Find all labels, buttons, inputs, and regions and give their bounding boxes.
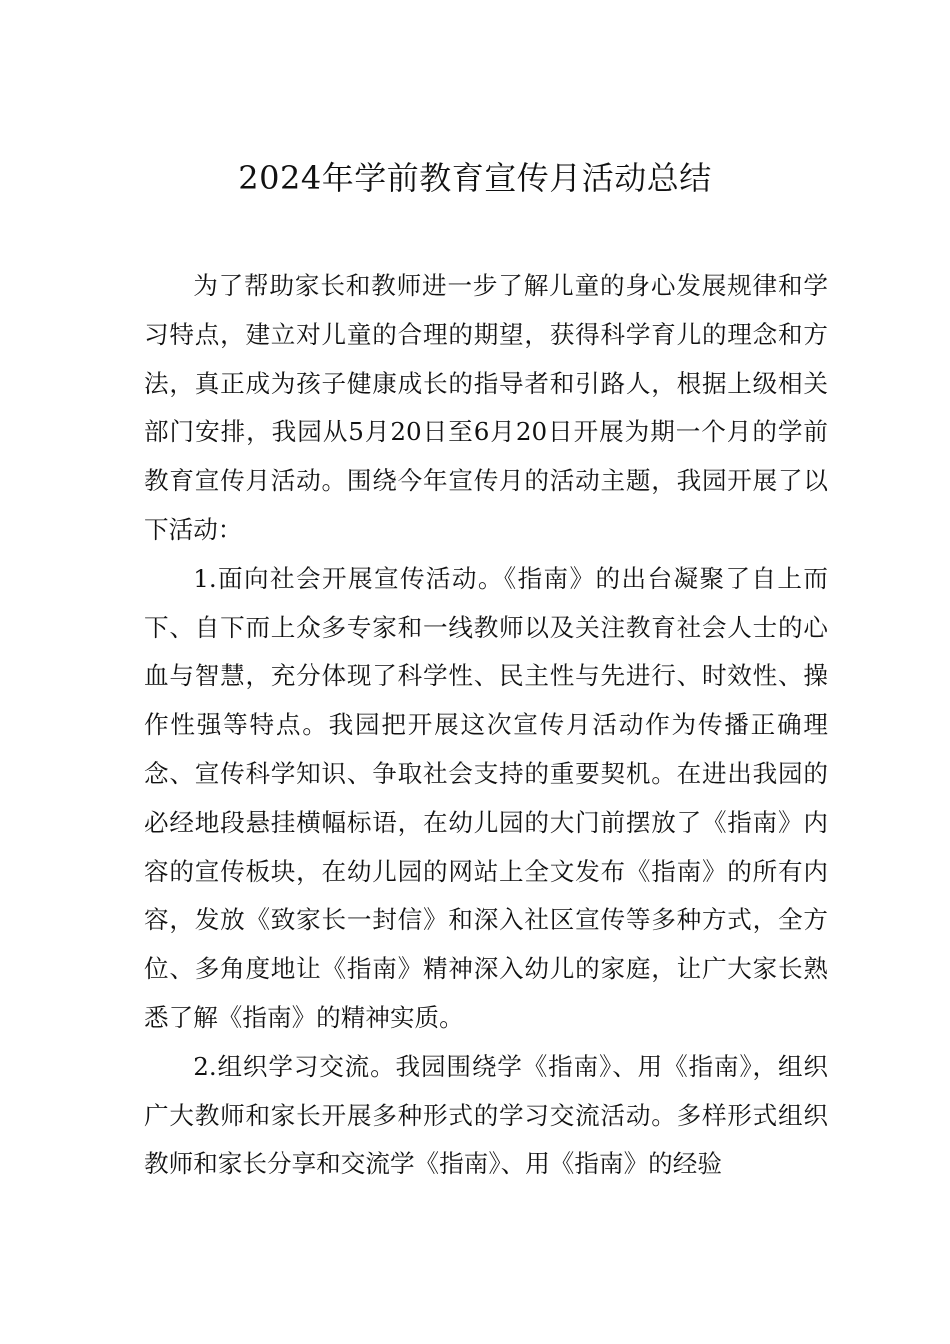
- document-title: 2024年学前教育宣传月活动总结: [238, 159, 712, 197]
- paragraph-study-exchange: 2.组织学习交流。我园围绕学《指南》、用《指南》，组织广大教师和家长开展多种形式的学习交流活动。多样形式组织教师和家长分享和交流学《指南》、用《指南》的经验: [144, 1051, 828, 1179]
- paragraph-intro: 为了帮助家长和教师进一步了解儿童的身心发展规律和学习特点，建立对儿童的合理的期望，获得科学育儿的理念和方法，真正成为孩子健康成长的指导者和引路人，根据上级相关部门安排，我园从5月20日至6月20日开展为期一个月的学前教育宣传月活动。围绕今年宣传月的活动主题，我园开展了以下活动：: [144, 271, 828, 544]
- document-body: [144, 262, 828, 1189]
- paragraph-publicity: 1.面向社会开展宣传活动。《指南》的出台凝聚了自上而下、自下而上众多专家和一线教师以及关注教育社会人士的心血与智慧，充分体现了科学性、民主性与先进行、时效性、操作性强等特点。我园把开展这次宣传月活动作为传播正确理念、宣传科学知识、争取社会支持的重要契机。在进出我园的必经地段悬挂横幅标语，在幼儿园的大门前摆放了《指南》内容的宣传板块，在幼儿园的网站上全文发布《指南》的所有内容，发放《致家长一封信》和深入社区宣传等多种方式，全方位、多角度地让《指南》精神深入幼儿的家庭，让广大家长熟悉了解《指南》的精神实质。: [144, 563, 828, 1032]
